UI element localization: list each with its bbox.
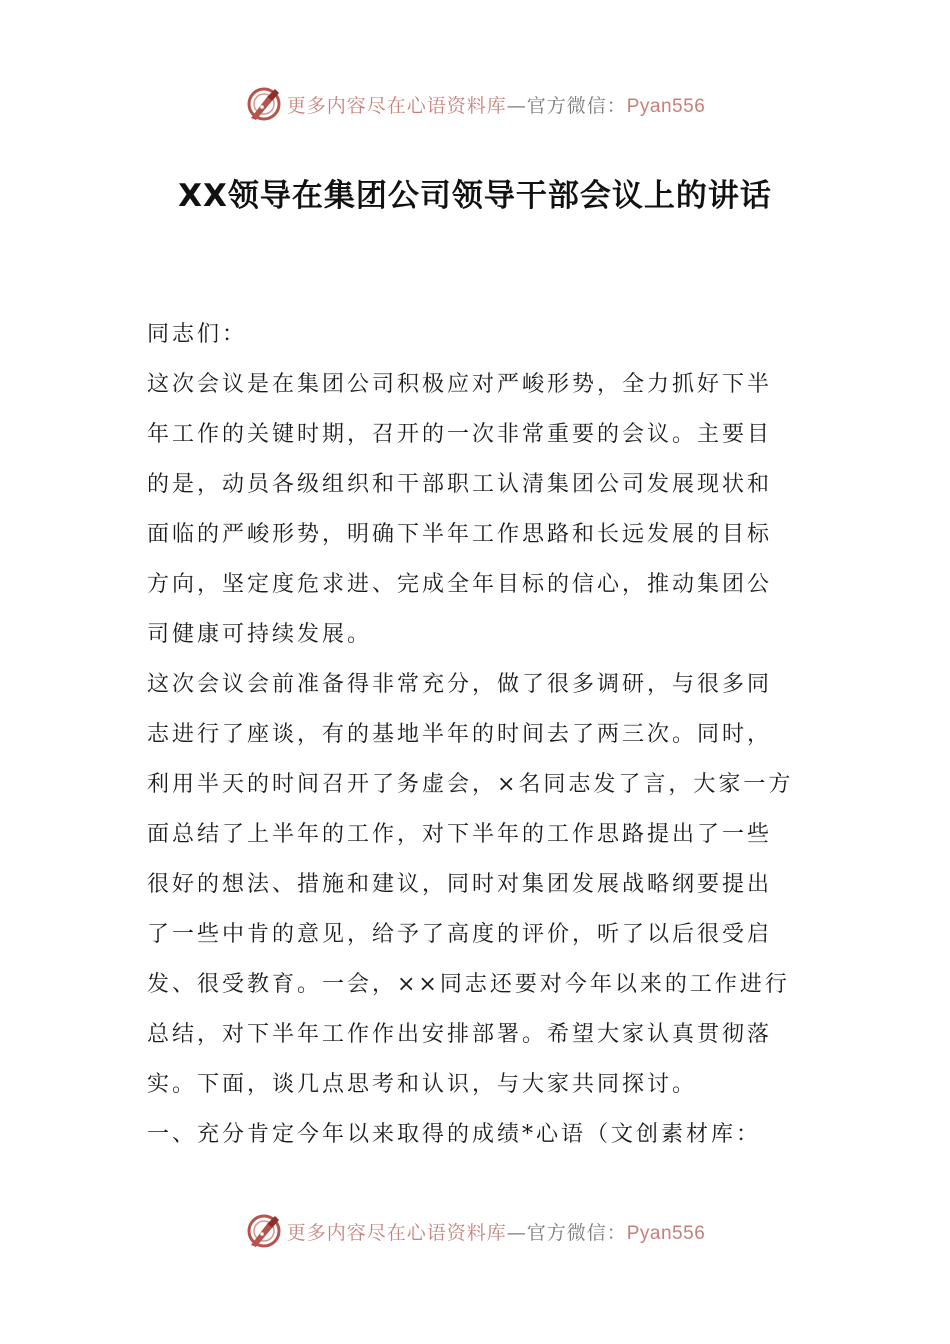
pen-nib-circle-icon <box>245 1212 283 1250</box>
body-line-salutation: 同志们： <box>147 322 248 347</box>
pen-nib-circle-icon <box>245 85 283 123</box>
banner-brand: 更多内容尽在心语资料库 <box>286 1221 507 1244</box>
footer-banner <box>0 1211 950 1251</box>
body-line: 实。下面，谈几点思考和认识，与大家共同探讨。 <box>147 1072 698 1097</box>
banner-text <box>287 91 706 118</box>
body-line: 面临的严峻形势，明确下半年工作思路和长远发展的目标 <box>147 522 773 547</box>
body-line: 很好的想法、措施和建议，同时对集团发展战略纲要提出 <box>147 872 773 897</box>
body-line: 了一些中肯的意见，给予了高度的评价，听了以后很受启 <box>147 922 773 947</box>
banner-text <box>287 1218 706 1245</box>
banner-official: —官方微信： <box>506 94 627 117</box>
banner-official: —官方微信： <box>506 1221 627 1244</box>
body-line: 面总结了上半年的工作，对下半年的工作思路提出了一些 <box>147 822 773 847</box>
body-line: 司健康可持续发展。 <box>147 622 373 647</box>
body-line: 利用半天的时间召开了务虚会，×名同志发了言，大家一方 <box>147 772 794 797</box>
body-line: 年工作的关键时期，召开的一次非常重要的会议。主要目 <box>147 422 773 447</box>
banner-handle: Pyan556 <box>626 95 706 117</box>
body-line: 发、很受教育。一会，××同志还要对今年以来的工作进行 <box>147 972 790 997</box>
document-body <box>147 310 807 1160</box>
banner-handle: Pyan556 <box>626 1222 706 1244</box>
banner-brand: 更多内容尽在心语资料库 <box>286 94 507 117</box>
header-banner <box>0 84 950 124</box>
section-heading-1: 一、充分肯定今年以来取得的成绩*心语（文创素材库： <box>147 1122 762 1147</box>
body-line: 这次会议会前准备得非常充分，做了很多调研，与很多同 <box>147 672 773 697</box>
body-line: 这次会议是在集团公司积极应对严峻形势，全力抓好下半 <box>147 372 773 397</box>
document-title: XX领导在集团公司领导干部会议上的讲话 <box>178 178 772 214</box>
body-line: 的是，动员各级组织和干部职工认清集团公司发展现状和 <box>147 472 773 497</box>
body-line: 志进行了座谈，有的基地半年的时间去了两三次。同时， <box>147 722 773 747</box>
body-line: 总结，对下半年工作作出安排部署。希望大家认真贯彻落 <box>147 1022 773 1047</box>
body-line: 方向，坚定度危求进、完成全年目标的信心，推动集团公 <box>147 572 773 597</box>
